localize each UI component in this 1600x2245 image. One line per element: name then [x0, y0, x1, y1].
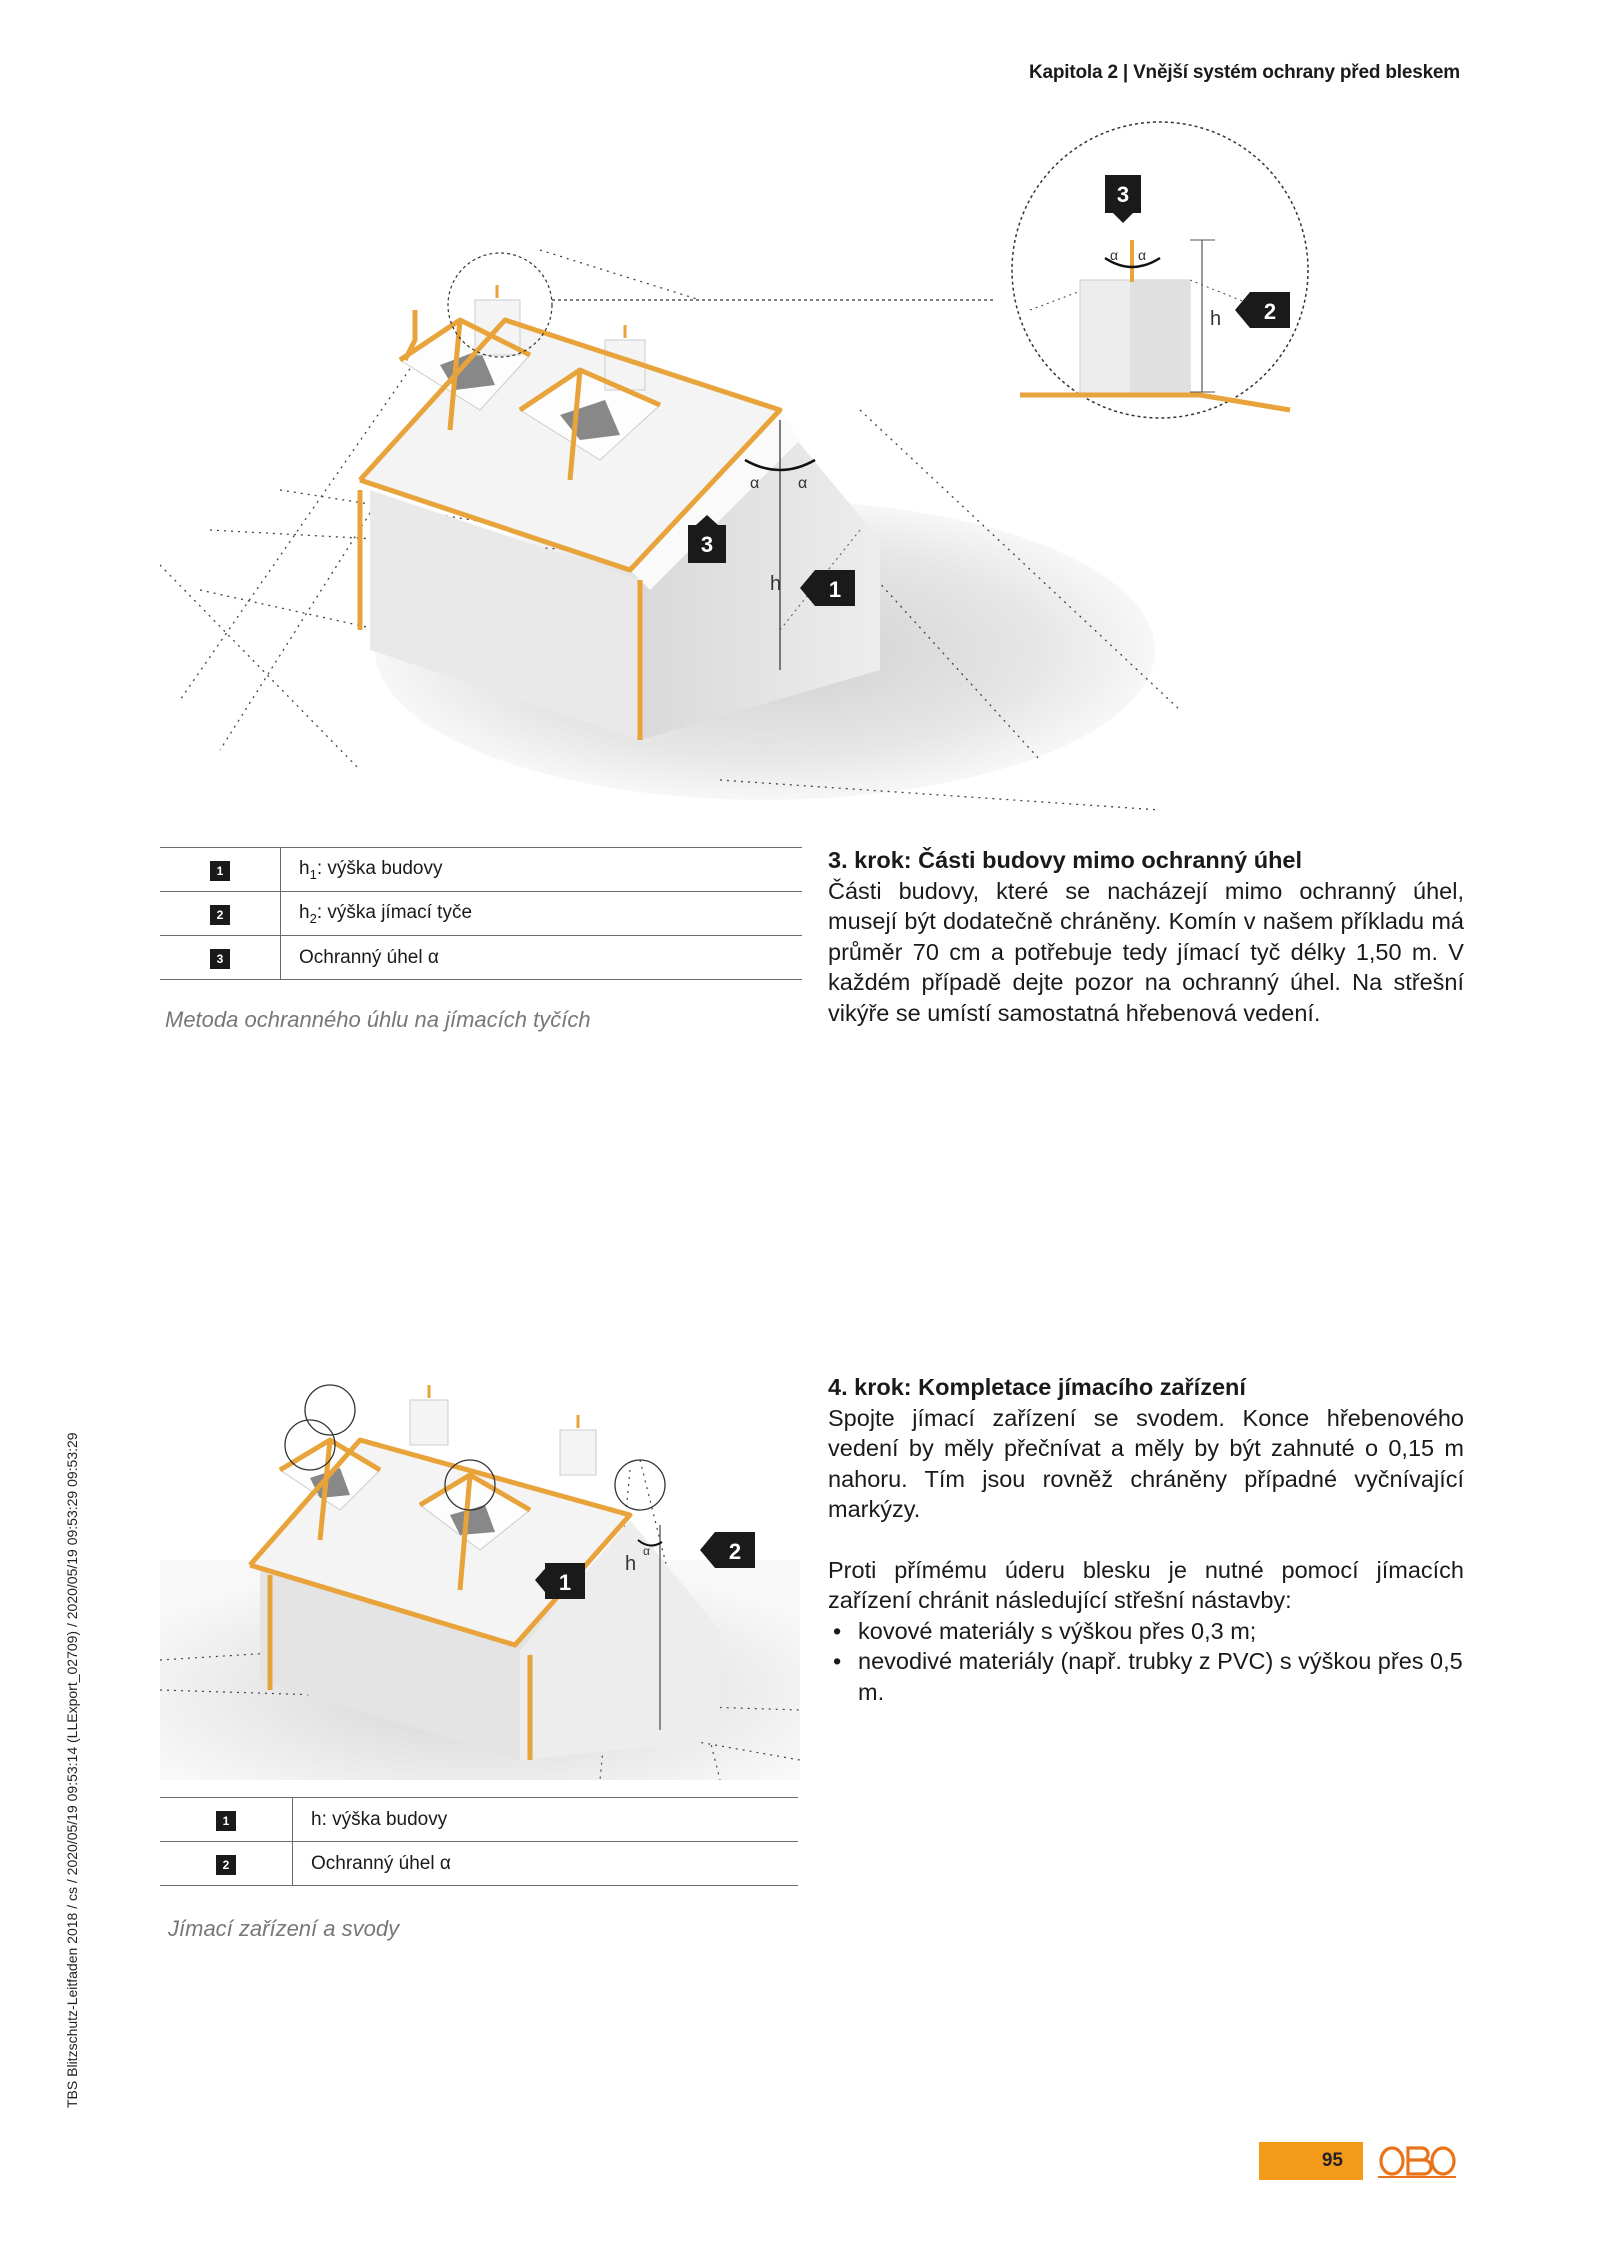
- detail-circle-d: [615, 1460, 665, 1510]
- obo-logo: [1378, 2142, 1458, 2185]
- svg-text:3: 3: [700, 532, 714, 557]
- chapter-header: Kapitola 2 | Vnější systém ochrany před bleskem: [1029, 62, 1460, 83]
- legend-sub: 2: [309, 910, 317, 926]
- h2-label: h: [1210, 308, 1222, 330]
- legend-figure1: [160, 847, 802, 980]
- legend-sub: 1: [309, 866, 317, 882]
- legend-figure2: [160, 1797, 798, 1886]
- step3-body: Části budovy, které se nacházejí mimo ochranný úhel, musejí být dodatečně chráněny. Komín v našem příkladu má průměr 70 cm a potřebuje tedy jímací tyč délky 1,50 m. V každém případě dejte pozor na ochranný úhel. Na střešní vikýře se umístí samostatná hřebenová vedení.: [828, 877, 1464, 1026]
- legend-text: Ochranný úhel α: [299, 946, 439, 968]
- step4-title: 4. krok: Kompletace jímacího zařízení: [828, 1374, 1246, 1400]
- legend-num: 1: [210, 861, 230, 881]
- legend-num: 3: [210, 949, 230, 969]
- svg-text:1: 1: [828, 577, 842, 602]
- figure-protection-angle-method: [160, 110, 1340, 820]
- h1-label: h: [770, 573, 782, 595]
- step3-title: 3. krok: Části budovy mimo ochranný úhel: [828, 847, 1303, 873]
- legend-text: h: [299, 901, 310, 923]
- figure1-caption: Metoda ochranného úhlu na jímacích tyčích: [165, 1007, 591, 1032]
- legend-num: 1: [216, 1811, 236, 1831]
- h-label: h: [625, 1553, 637, 1575]
- step4-body: Spojte jímací zařízení se svodem. Konce hřebenového vedení by měly přečnívat a měly by být zahnuté o 0,15 m nahoru. Tím jsou rovněž chráněny případné vyčnívající markýzy.: [828, 1404, 1464, 1522]
- legend-text: h: [299, 857, 310, 879]
- alpha2-label-right: α: [1138, 247, 1147, 263]
- alpha-label: α: [643, 1544, 650, 1558]
- legend-text: Ochranný úhel α: [311, 1852, 451, 1874]
- alpha-label-left: α: [750, 475, 760, 492]
- alpha-label-right: α: [798, 475, 808, 492]
- sidebar-export-info: TBS Blitzschutz-Leitfaden 2018 / cs / 2020/05/19 09:53:14 (LLExport_02709) / 2020/05/19 09:53:29 09:53:29: [64, 1432, 80, 2108]
- step4-body2: Proti přímému úderu blesku je nutné pomocí jímacích zařízení chránit následující střešní nástavby:: [828, 1556, 1464, 1613]
- alpha2-label-left: α: [1110, 247, 1119, 263]
- legend-suffix: : výška jímací tyče: [316, 901, 473, 923]
- step4-section: [828, 1372, 1464, 1707]
- detail-circle: [1012, 122, 1308, 418]
- legend-num: 2: [216, 1855, 236, 1875]
- legend-row: [160, 848, 802, 892]
- legend-row: [160, 892, 802, 936]
- legend-suffix: : výška budovy: [316, 857, 443, 879]
- svg-text:3: 3: [1116, 182, 1130, 207]
- detail-circle-a: [305, 1385, 355, 1435]
- svg-text:1: 1: [558, 1570, 572, 1595]
- legend-row: [160, 1842, 798, 1886]
- figure2-caption: Jímací zařízení a svody: [168, 1916, 400, 1941]
- list-item: • kovové materiály s výškou přes 0,3 m;: [828, 1616, 1464, 1647]
- svg-text:2: 2: [728, 1539, 742, 1564]
- legend-text: h: výška budovy: [311, 1808, 448, 1830]
- page-number: 95: [1259, 2142, 1363, 2180]
- list-item: • nevodivé materiály (např. trubky z PVC) s výškou přes 0,5 m.: [828, 1646, 1464, 1707]
- svg-text:2: 2: [1263, 299, 1277, 324]
- step4-bullet-list: [828, 1616, 1464, 1708]
- legend-row: [160, 1798, 798, 1842]
- figure-air-termination-downconductors: [160, 1360, 810, 1780]
- legend-row: [160, 936, 802, 980]
- step3-section: [828, 845, 1464, 1028]
- legend-num: 2: [210, 905, 230, 925]
